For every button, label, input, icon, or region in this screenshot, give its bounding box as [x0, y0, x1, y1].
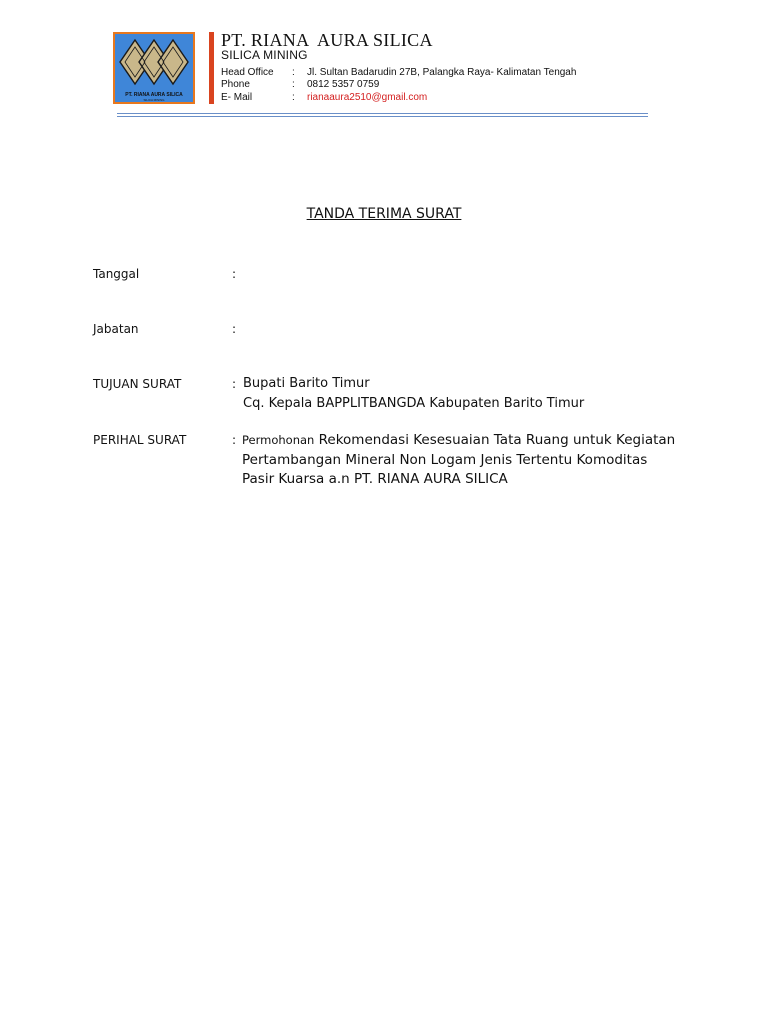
jabatan-label: Jabatan: [93, 322, 139, 336]
company-logo: [113, 32, 195, 104]
jabatan-colon: :: [232, 322, 237, 336]
email-separator: :: [292, 92, 295, 103]
letterhead-rule-top: [117, 113, 648, 114]
perihal-surat-label: PERIHAL SURAT: [93, 433, 187, 447]
perihal-first-word: Permohonan: [242, 433, 315, 447]
logo-company-text: PT. RIANA AURA SILICA: [125, 92, 183, 98]
document-title: TANDA TERIMA SURAT: [306, 206, 462, 222]
letterhead-rule-bottom: [117, 116, 648, 117]
head-office-label: Head Office: [221, 67, 274, 78]
phone-number: 0812 5357 0759: [307, 79, 380, 90]
logo-subtext: SILICA MINING: [143, 98, 165, 102]
company-name: PT. RIANA AURA SILICA: [221, 30, 433, 50]
company-subtitle: SILICA MINING: [221, 48, 308, 62]
tujuan-surat-line2: Cq. Kepala BAPPLITBANGDA Kabupaten Barito Timur: [243, 396, 585, 411]
phone-separator: :: [292, 79, 295, 90]
perihal-surat-value: [242, 431, 682, 490]
email-address: rianaaura2510@gmail.com: [307, 92, 428, 103]
tanggal-colon: :: [232, 267, 237, 281]
tujuan-surat-colon: :: [232, 377, 237, 391]
tanggal-label: Tanggal: [93, 267, 140, 281]
tujuan-surat-line1: Bupati Barito Timur: [243, 376, 370, 391]
email-label: E- Mail: [221, 92, 253, 103]
tujuan-surat-label: TUJUAN SURAT: [93, 377, 182, 391]
letterhead-accent-bar: [209, 32, 214, 104]
perihal-text: Rekomendasi Kesesuaian Tata Ruang untuk Kegiatan Pertambangan Mineral Non Logam Jenis Tertentu Komoditas Pasir Kuarsa a.n PT. RIANA AURA SILICA: [242, 432, 676, 487]
phone-label: Phone: [221, 79, 250, 90]
head-office-address: Jl. Sultan Badarudin 27B, Palangka Raya- Kalimatan Tengah: [307, 67, 577, 78]
perihal-surat-colon: :: [232, 433, 237, 447]
head-office-separator: :: [292, 67, 295, 78]
